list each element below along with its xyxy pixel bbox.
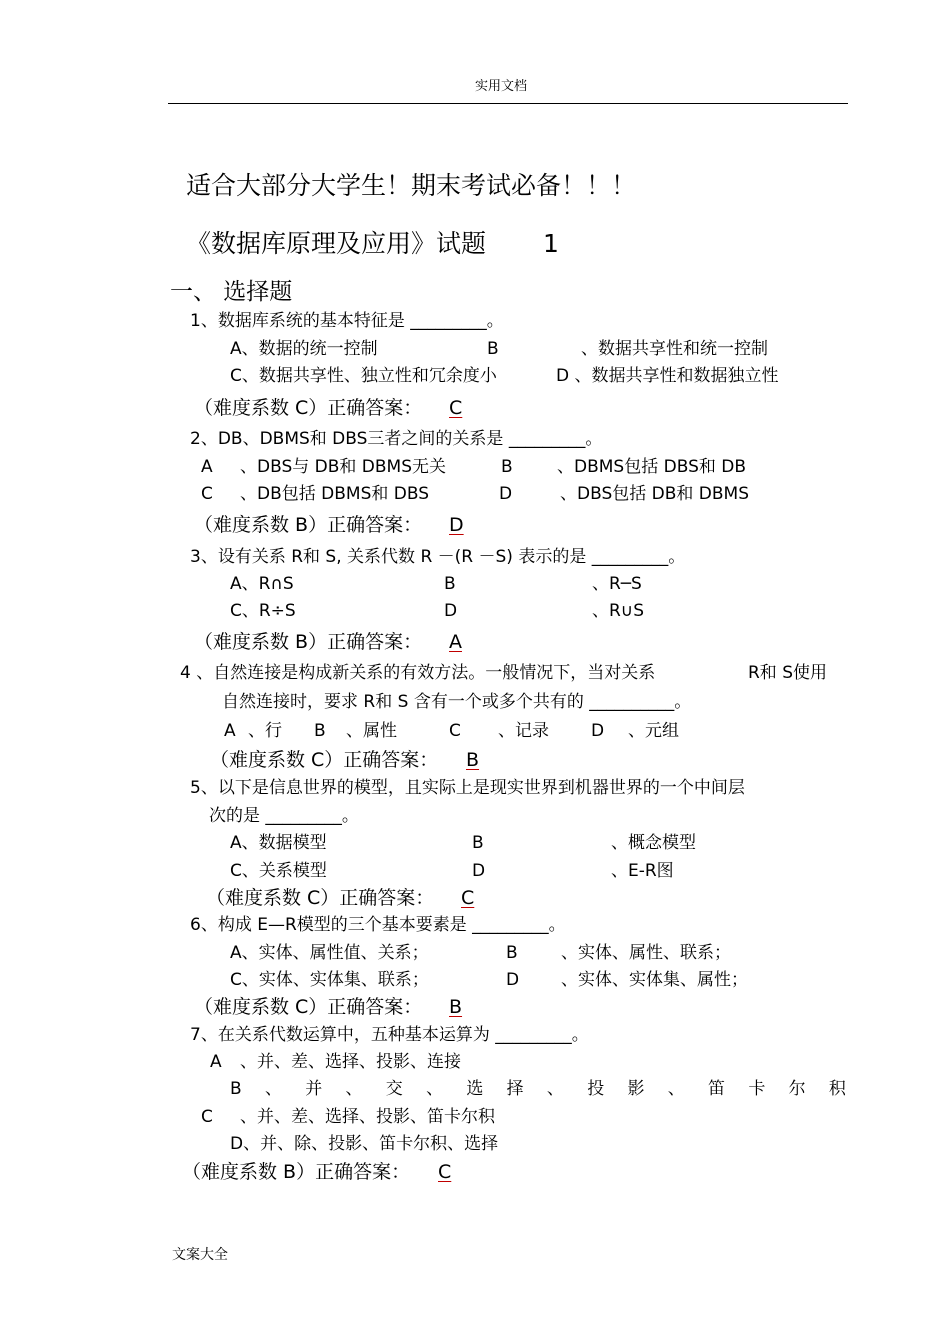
page-footer: 文案大全 [172, 1247, 228, 1263]
q5-answer: C [461, 887, 475, 909]
q1-option-a: A、数据的统一控制 [230, 339, 378, 359]
q3-option-b-key: B [444, 574, 456, 594]
q5-option-d-key: D [472, 861, 486, 881]
q7-option-b-char: 并 [305, 1079, 323, 1099]
q3-stem: 3、设有关系 R和 S, 关系代数 R －(R －S) 表示的是 _________。 [190, 547, 686, 567]
q2-option-d: 、DBS包括 DB和 DBMS [560, 484, 750, 504]
q5-meta: （难度系数 C）正确答案： [206, 887, 435, 909]
q7-option-a: 、并、差、选择、投影、连接 [240, 1052, 461, 1072]
q7-option-c-key: C [201, 1107, 213, 1127]
q5-stem-line2: 次的是 _________。 [209, 806, 359, 826]
q7-option-b-char: 、 [546, 1079, 564, 1099]
intro-heading: 适合大部分大学生！期末考试必备！！！ [186, 171, 637, 200]
exam-title: 《数据库原理及应用》试题 [186, 229, 487, 258]
q4-option-d: 、元组 [628, 721, 679, 741]
q1-option-c: C、数据共享性、独立性和冗余度小 [230, 366, 497, 386]
page-header: 实用文档 [475, 79, 528, 94]
q4-option-d-key: D [591, 721, 605, 741]
q7-option-b-char: 、 [426, 1079, 444, 1099]
q5-option-b: 、概念模型 [611, 833, 696, 853]
q4-stem-line2: 自然连接时，要求 R和 S 含有一个或多个共有的 __________。 [222, 692, 692, 712]
q6-option-c: C、实体、实体集、联系； [230, 970, 429, 990]
q5-option-d: 、E-R图 [611, 861, 674, 881]
q5-option-c: C、关系模型 [230, 861, 327, 881]
q7-option-b-char: 选 [466, 1079, 484, 1099]
q1-answer: C [449, 397, 463, 419]
q7-option-b-char: 、 [667, 1079, 685, 1099]
q7-meta: （难度系数 B）正确答案： [182, 1161, 411, 1183]
q7-option-b-char: 投 [587, 1079, 605, 1099]
q7-option-b-char: 交 [385, 1079, 403, 1099]
q4-answer: B [466, 749, 480, 771]
q4-option-c: 、记录 [498, 721, 549, 741]
q6-option-d-key: D [506, 970, 520, 990]
q7-option-b-char: 择 [506, 1079, 524, 1099]
q6-option-b: 、实体、属性、联系； [561, 943, 731, 963]
q6-option-b-key: B [506, 943, 518, 963]
q7-option-b-char: 、 [264, 1079, 282, 1099]
q2-answer: D [449, 514, 464, 536]
q6-answer: B [449, 996, 463, 1018]
q2-option-a: 、DBS与 DB和 DBMS无关 [240, 457, 447, 477]
q7-option-b-char: 笛 [708, 1079, 726, 1099]
q2-meta: （难度系数 B）正确答案： [194, 514, 423, 536]
q3-option-c: C、R÷S [230, 601, 296, 621]
q2-option-d-key: D [499, 484, 513, 504]
q4-option-a: 、行 [248, 721, 282, 741]
q1-option-b-key: B [487, 339, 499, 359]
q2-option-b: 、DBMS包括 DBS和 DB [557, 457, 747, 477]
q1-stem: 1、数据库系统的基本特征是 _________。 [190, 311, 504, 331]
q2-option-b-key: B [501, 457, 513, 477]
q7-option-b-char: 影 [627, 1079, 645, 1099]
q7-option-b-char: B [230, 1079, 242, 1099]
q7-option-b-char: 尔 [788, 1079, 806, 1099]
q3-option-d-key: D [444, 601, 458, 621]
q4-option-c-key: C [449, 721, 461, 741]
q4-meta: （难度系数 C）正确答案： [210, 749, 439, 771]
q2-stem: 2、DB、DBMS和 DBS三者之间的关系是 _________。 [190, 429, 603, 449]
q2-option-a-key: A [201, 457, 213, 477]
q5-option-a: A、数据模型 [230, 833, 327, 853]
q7-option-a-key: A [210, 1052, 222, 1072]
q7-stem: 7、在关系代数运算中，五种基本运算为 _________。 [190, 1025, 589, 1045]
exam-number: 1 [543, 229, 559, 258]
q7-answer: C [438, 1161, 452, 1183]
q1-meta: （难度系数 C）正确答案： [194, 397, 423, 419]
q1-option-d: D 、数据共享性和数据独立性 [556, 366, 779, 386]
q7-option-b-spread [230, 1081, 846, 1098]
q7-option-c: 、并、差、选择、投影、笛卡尔积 [240, 1107, 495, 1127]
q7-option-b-char: 、 [345, 1079, 363, 1099]
q4-option-b: 、属性 [346, 721, 397, 741]
q3-meta: （难度系数 B）正确答案： [194, 631, 423, 653]
q4-stem-line1-end: R和 S使用 [748, 663, 828, 683]
q6-option-a: A、实体、属性值、关系； [230, 943, 429, 963]
q7-option-b-char: 卡 [748, 1079, 766, 1099]
section-heading: 一、 选择题 [170, 279, 293, 305]
q7-option-b-char: 积 [828, 1079, 846, 1099]
q3-option-b: 、R─S [592, 574, 642, 594]
q1-option-b: 、数据共享性和统一控制 [581, 339, 768, 359]
q6-option-d: 、实体、实体集、属性； [561, 970, 748, 990]
q2-option-c: 、DB包括 DBMS和 DBS [240, 484, 430, 504]
q4-option-b-key: B [314, 721, 326, 741]
q3-option-d: 、R∪S [592, 601, 645, 621]
q6-stem: 6、构成 E—R模型的三个基本要素是 _________。 [190, 915, 566, 935]
header-rule [168, 103, 848, 104]
q7-option-d: D、并、除、投影、笛卡尔积、选择 [230, 1134, 499, 1154]
q2-option-c-key: C [201, 484, 213, 504]
q5-stem-line1: 5、以下是信息世界的模型，且实际上是现实世界到机器世界的一个中间层 [190, 778, 745, 798]
q3-option-a: A、R∩S [230, 574, 294, 594]
q3-answer: A [449, 631, 462, 653]
q4-stem-line1: 4 、自然连接是构成新关系的有效方法。一般情况下，当对关系 [180, 663, 656, 683]
q5-option-b-key: B [472, 833, 484, 853]
q4-option-a-key: A [224, 721, 236, 741]
q6-meta: （难度系数 C）正确答案： [194, 996, 423, 1018]
